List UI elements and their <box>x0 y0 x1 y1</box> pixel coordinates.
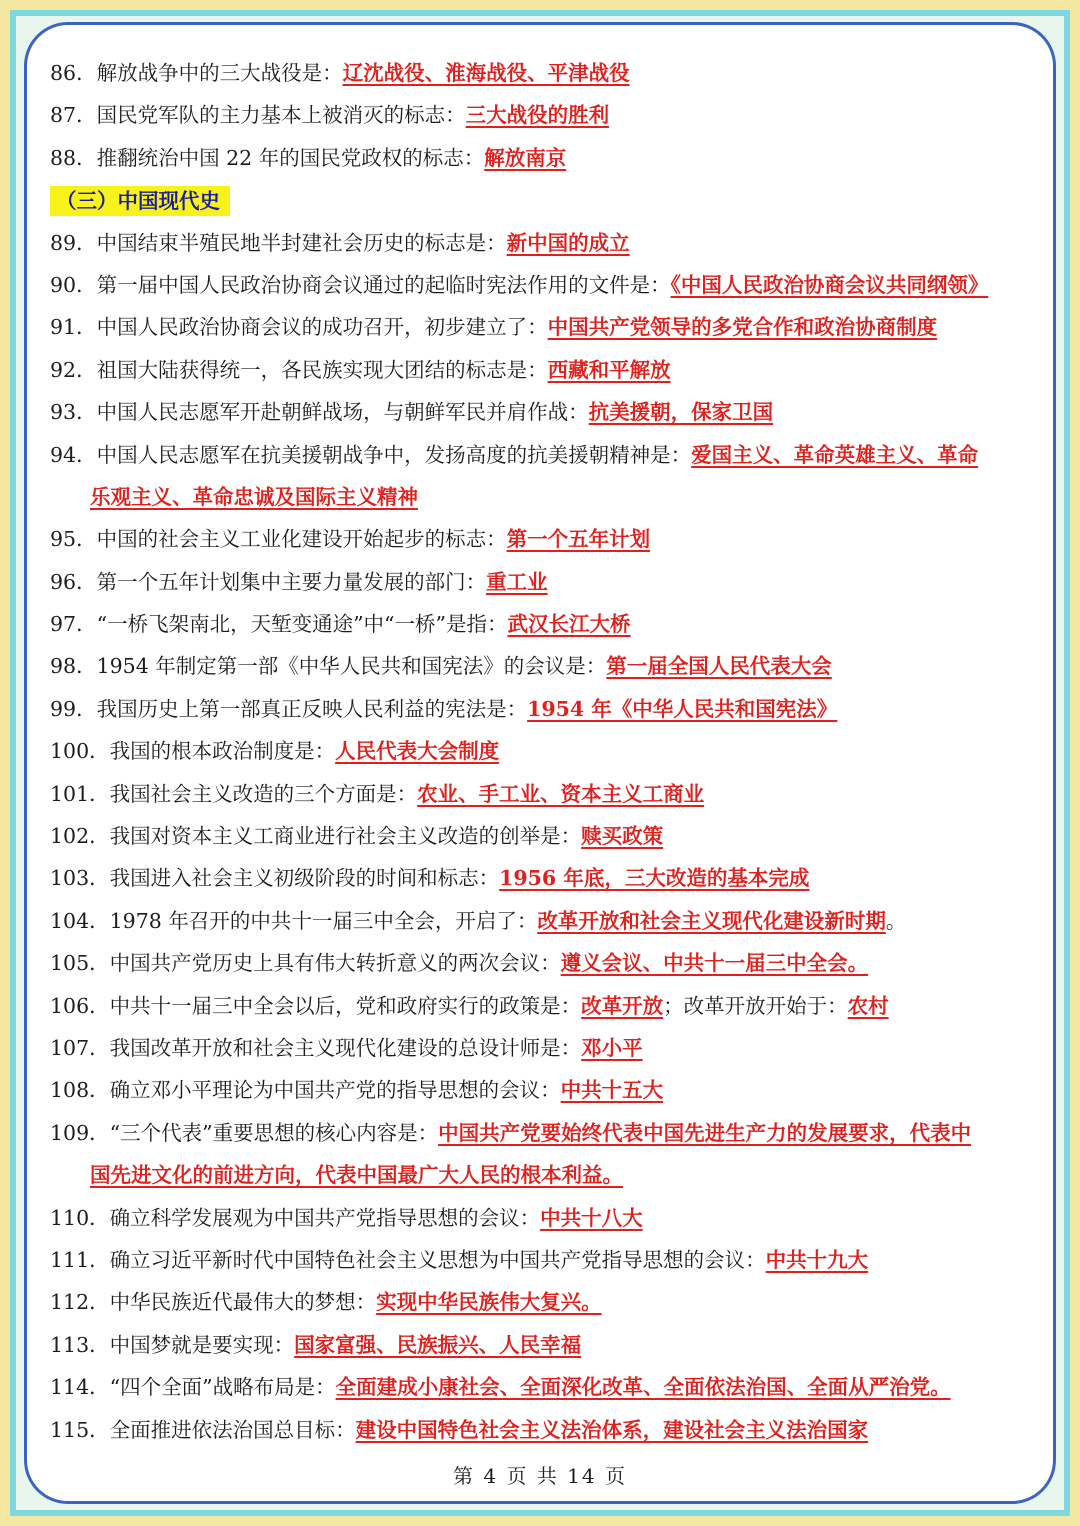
question-text: 108．确立邓小平理论为中国共产党的指导思想的会议： <box>50 1078 561 1103</box>
question-text: 111．确立习近平新时代中国特色社会主义思想为中国共产党指导思想的会议： <box>50 1247 766 1272</box>
answer-text: 新中国的成立 <box>506 230 630 255</box>
question-text: 94．中国人民志愿军在抗美援朝战争中，发扬高度的抗美援朝精神是： <box>50 442 692 467</box>
section-heading-row <box>50 179 1035 221</box>
answer-text: 1956 年底，三大改造的基本完成 <box>499 866 810 891</box>
list-item <box>50 1197 1035 1239</box>
list-item-continuation <box>50 1154 1035 1196</box>
question-text: 97．“一桥飞架南北，天堑变通途”中“一桥”是指： <box>50 612 508 637</box>
answer-text: 遵义会议、中共十一届三中全会。 <box>560 951 869 976</box>
punctuation: 。 <box>885 908 907 933</box>
answer-text: 第一届全国人民代表大会 <box>606 654 832 679</box>
question-text: 106．中共十一届三中全会以后，党和政府实行的政策是： <box>50 993 582 1018</box>
question-text: 114．“四个全面”战略布局是： <box>50 1375 336 1400</box>
question-text: 87．国民党军队的主力基本上被消灭的标志： <box>50 103 466 128</box>
answer-text: 邓小平 <box>581 1035 643 1060</box>
answer-text: 第一个五年计划 <box>506 527 651 552</box>
list-item <box>50 264 1035 306</box>
question-text: 88．推翻统治中国 22 年的国民党政权的标志： <box>50 145 485 170</box>
list-item <box>50 1281 1035 1323</box>
question-text: 112．中华民族近代最伟大的梦想： <box>50 1290 377 1315</box>
question-text: 107．我国改革开放和社会主义现代化建设的总设计师是： <box>50 1035 582 1060</box>
answer-text: 中共十五大 <box>560 1078 664 1103</box>
answer-text: 三大战役的胜利 <box>465 103 610 128</box>
question-text: 96．第一个五年计划集中主要力量发展的部门： <box>50 569 487 594</box>
question-text: 91．中国人民政治协商会议的成功召开，初步建立了： <box>50 315 548 340</box>
question-text: 104．1978 年召开的中共十一届三中全会，开启了： <box>50 908 538 933</box>
list-item <box>50 306 1035 348</box>
answer-text: 农村 <box>847 993 889 1018</box>
answer-text: 1954 年《中华人民共和国宪法》 <box>527 696 838 721</box>
answer-text: 中国共产党领导的多党合作和政治协商制度 <box>547 315 938 340</box>
list-item <box>50 137 1035 179</box>
question-text: 105．中国共产党历史上具有伟大转折意义的两次会议： <box>50 951 561 976</box>
page-footer: 第 4 页 共 14 页 <box>453 1464 627 1488</box>
list-item <box>50 942 1035 984</box>
list-item <box>50 1366 1035 1408</box>
list-item <box>50 815 1035 857</box>
answer-text: 解放南京 <box>484 145 567 170</box>
question-text: 115．全面推进依法治国总目标： <box>50 1417 356 1442</box>
answer-text: 人民代表大会制度 <box>335 739 500 764</box>
question-text: 99．我国历史上第一部真正反映人民利益的宪法是： <box>50 696 528 721</box>
list-item <box>50 1069 1035 1111</box>
question-text: 113．中国梦就是要实现： <box>50 1332 295 1357</box>
question-text: 98．1954 年制定第一部《中华人民共和国宪法》的会议是： <box>50 654 607 679</box>
list-item <box>50 1239 1035 1281</box>
answer-text: 重工业 <box>486 569 548 594</box>
question-text: 93．中国人民志愿军开赴朝鲜战场，与朝鲜军民并肩作战： <box>50 400 589 425</box>
answer-text: 实现中华民族伟大复兴。 <box>376 1290 602 1315</box>
list-item <box>50 349 1035 391</box>
answer-text: 赎买政策 <box>581 824 664 849</box>
question-text: 95．中国的社会主义工业化建设开始起步的标志： <box>50 527 507 552</box>
question-text: 92．祖国大陆获得统一，各民族实现大团结的标志是： <box>50 357 548 382</box>
list-item <box>50 1409 1035 1451</box>
list-item <box>50 52 1035 94</box>
list-item <box>50 94 1035 136</box>
answer-text: 国先进文化的前进方向，代表中国最广大人民的根本利益。 <box>90 1163 623 1188</box>
answer-text: 乐观主义、革命忠诚及国际主义精神 <box>90 484 418 509</box>
question-text: ；改革开放开始于： <box>663 993 848 1018</box>
question-text: 100．我国的根本政治制度是： <box>50 739 336 764</box>
question-text: 89．中国结束半殖民地半封建社会历史的标志是： <box>50 230 507 255</box>
list-item <box>50 1112 1035 1154</box>
answer-text: 辽沈战役、淮海战役、平津战役 <box>342 61 630 85</box>
question-text: 110．确立科学发展观为中国共产党指导思想的会议： <box>50 1205 541 1230</box>
list-item <box>50 222 1035 264</box>
list-item <box>50 985 1035 1027</box>
answer-text: 国家富强、民族振兴、人民幸福 <box>294 1332 582 1357</box>
answer-text: 抗美援朝，保家卫国 <box>588 400 774 425</box>
list-item <box>50 857 1035 899</box>
question-text: 102．我国对资本主义工商业进行社会主义改造的创举是： <box>50 824 582 849</box>
list-item <box>50 391 1035 433</box>
list-item <box>50 434 1035 476</box>
list-item <box>50 645 1035 687</box>
list-item <box>50 688 1035 730</box>
list-item <box>50 900 1035 942</box>
answer-text: 改革开放 <box>581 993 664 1018</box>
answer-text: 《中国人民政治协商会议共同纲领》 <box>670 272 989 297</box>
question-text: 90．第一届中国人民政治协商会议通过的起临时宪法作用的文件是： <box>50 272 671 297</box>
answer-text: 全面建成小康社会、全面深化改革、全面依法治国、全面从严治党。 <box>335 1375 951 1400</box>
list-item <box>50 603 1035 645</box>
answer-text: 西藏和平解放 <box>547 357 671 382</box>
answer-text: 改革开放和社会主义现代化建设新时期 <box>537 908 886 933</box>
answer-text: 农业、手工业、资本主义工商业 <box>417 781 705 806</box>
answer-text: 中共十八大 <box>540 1205 643 1230</box>
list-item <box>50 561 1035 603</box>
section-heading: （三）中国现代史 <box>50 186 230 216</box>
list-item-continuation <box>50 476 1035 518</box>
answer-text: 中国共产党要始终代表中国先进生产力的发展要求，代表中 <box>438 1120 972 1145</box>
list-item <box>50 1027 1035 1069</box>
answer-text: 建设中国特色社会主义法治体系，建设社会主义法治国家 <box>355 1417 869 1442</box>
list-item <box>50 1324 1035 1366</box>
answer-text: 爱国主义、革命英雄主义、革命 <box>691 442 979 467</box>
list-item <box>50 730 1035 772</box>
question-text: 86．解放战争中的三大战役是： <box>50 61 343 85</box>
question-text: 103．我国进入社会主义初级阶段的时间和标志： <box>50 866 500 891</box>
question-text: 101．我国社会主义改造的三个方面是： <box>50 781 418 806</box>
answer-text: 中共十九大 <box>765 1247 869 1272</box>
list-item <box>50 518 1035 560</box>
qa-list <box>50 52 1035 1451</box>
question-text: 109．“三个代表”重要思想的核心内容是： <box>50 1120 439 1145</box>
answer-text: 武汉长江大桥 <box>507 612 631 637</box>
list-item <box>50 773 1035 815</box>
